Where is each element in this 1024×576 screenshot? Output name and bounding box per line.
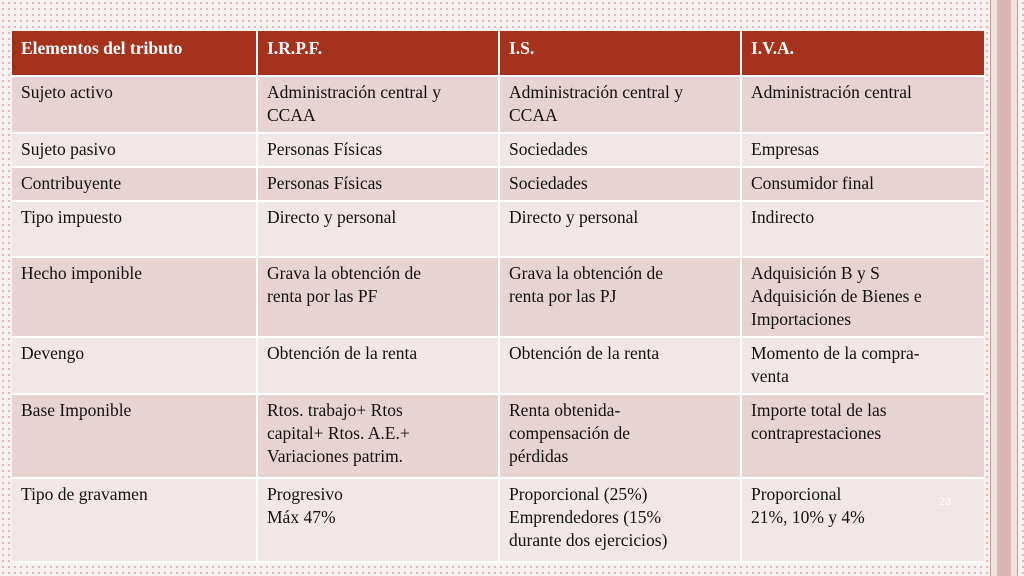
table-cell: Administración central (741, 76, 984, 133)
table-cell: Directo y personal (257, 201, 499, 257)
row-label: Tipo de gravamen (12, 478, 257, 562)
table-cell: Grava la obtención de renta por las PF (257, 257, 499, 337)
right-decorative-bar-inner (997, 0, 1011, 576)
table-row (12, 133, 984, 167)
table-cell: Administración central y CCAA (499, 76, 741, 133)
table-cell: Proporcional (25%) Emprendedores (15% durante dos ejercicios) (499, 478, 741, 562)
tax-comparison-table (12, 31, 984, 563)
table-cell: Sociedades (499, 167, 741, 201)
table-row (12, 478, 984, 562)
table-row (12, 167, 984, 201)
table-cell: Importe total de las contraprestaciones (741, 394, 984, 478)
table-cell: Personas Físicas (257, 133, 499, 167)
table-cell: Administración central y CCAA (257, 76, 499, 133)
table-cell: Empresas (741, 133, 984, 167)
table-row (12, 76, 984, 133)
row-label: Tipo impuesto (12, 201, 257, 257)
row-label: Devengo (12, 337, 257, 394)
table-header-row (12, 31, 984, 76)
table-row (12, 337, 984, 394)
table-cell: Directo y personal (499, 201, 741, 257)
table-cell: Momento de la compra- venta (741, 337, 984, 394)
table-row (12, 201, 984, 257)
header-cell: Elementos del tributo (12, 31, 257, 76)
table-row (12, 394, 984, 478)
table-cell: Consumidor final (741, 167, 984, 201)
row-label: Sujeto pasivo (12, 133, 257, 167)
header-cell: I.R.P.F. (257, 31, 499, 76)
table-cell: Adquisición B y S Adquisición de Bienes e Importaciones (741, 257, 984, 337)
table-cell: Obtención de la renta (257, 337, 499, 394)
table-cell: Progresivo Máx 47% (257, 478, 499, 562)
row-label: Sujeto activo (12, 76, 257, 133)
header-cell: I.S. (499, 31, 741, 76)
table-cell: Proporcional 21%, 10% y 4% (741, 478, 984, 562)
table-cell: Personas Físicas (257, 167, 499, 201)
row-label: Contribuyente (12, 167, 257, 201)
table-cell: Indirecto (741, 201, 984, 257)
table-cell: Sociedades (499, 133, 741, 167)
table-row (12, 257, 984, 337)
slide-number: 23 (938, 496, 952, 508)
table-cell: Obtención de la renta (499, 337, 741, 394)
table-cell: Renta obtenida- compensación de pérdidas (499, 394, 741, 478)
table-cell: Grava la obtención de renta por las PJ (499, 257, 741, 337)
row-label: Hecho imponible (12, 257, 257, 337)
row-label: Base Imponible (12, 394, 257, 478)
header-cell: I.V.A. (741, 31, 984, 76)
table-cell: Rtos. trabajo+ Rtos capital+ Rtos. A.E.+ Variaciones patrim. (257, 394, 499, 478)
